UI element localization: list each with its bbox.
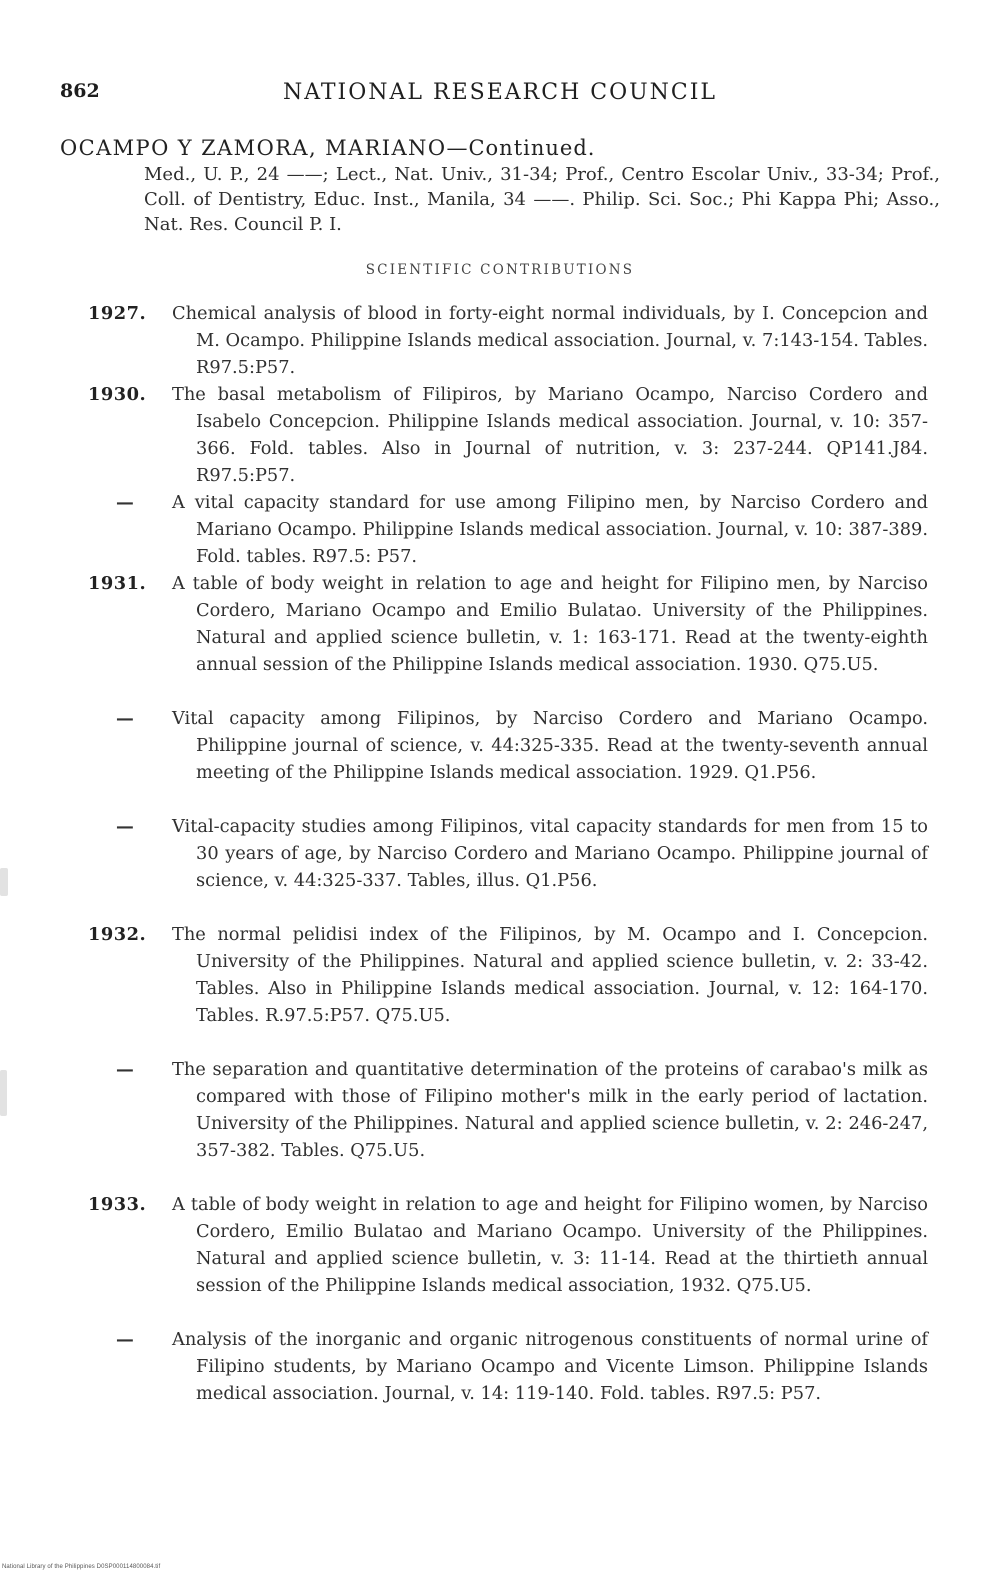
page-number: 862	[60, 80, 100, 102]
entry-dash: —	[116, 816, 134, 837]
entry-year: 1933.	[88, 1194, 147, 1215]
entry-text: A table of body weight in relation to age and height for Filipino women, by Narciso Cordero, Emilio Bulatao and Mariano Ocampo. University of the Philippines. Natural and applied science bulletin, v. 3: 11-14. Read at the thirtieth annual session of the Philippine Islands medical association, 1932. Q75.U5.	[172, 1194, 928, 1296]
entry-text: A vital capacity standard for use among Filipino men, by Narciso Cordero and Mariano Ocampo. Philippine Islands medical association. Journal, v. 10: 387-389. Fold. tables. R97.5: P57.	[172, 492, 928, 567]
contribution-entry	[88, 1326, 928, 1434]
entry-text: Vital capacity among Filipinos, by Narciso Cordero and Mariano Ocampo. Philippine journal of science, v. 44:325-335. Read at the twenty-seventh annual meeting of the Philippine Islands medical association. 1929. Q1.P56.	[172, 708, 928, 783]
entry-dash: —	[116, 1059, 134, 1080]
contribution-entry	[88, 570, 928, 705]
scan-mark	[0, 1070, 7, 1116]
entry-text: The basal metabolism of Filipiros, by Mariano Ocampo, Narciso Cordero and Isabelo Concepcion. Philippine Islands medical association. Journal, v. 10: 357-366. Fold. tables. Also in Journal of nutrition, v. 3: 237-244. QP141.J84. R97.5:P57.	[172, 384, 928, 486]
continued-label: —Continued.	[446, 136, 596, 160]
contribution-entry	[88, 300, 928, 381]
contribution-entry	[88, 921, 928, 1056]
contribution-entry	[88, 705, 928, 813]
contribution-entry	[88, 1191, 928, 1326]
running-head: NATIONAL RESEARCH COUNCIL	[282, 80, 718, 105]
contribution-entry	[88, 813, 928, 921]
entry-text: The separation and quantitative determination of the proteins of carabao's milk as compared with those of Filipino mother's milk in the early period of lactation. University of the Philippines. Natural and applied science bulletin, v. 2: 246-247, 357-382. Tables. Q75.U5.	[172, 1059, 928, 1161]
contribution-entry	[88, 381, 928, 489]
entry-year: 1931.	[88, 573, 147, 594]
scan-credit: National Library of the Philippines D0SP000114800084.tif	[2, 1564, 161, 1570]
contribution-entry	[88, 1056, 928, 1191]
person-bio: Med., U. P., 24 ——; Lect., Nat. Univ., 31-34; Prof., Centro Escolar Univ., 33-34; Prof., Coll. of Dentistry, Educ. Inst., Manila, 34 ——. Philip. Sci. Soc.; Phi Kappa Phi; Asso., Nat. Res. Council P. I.	[144, 164, 940, 235]
entry-text: Vital-capacity studies among Filipinos, vital capacity standards for men from 15 to 30 years of age, by Narciso Cordero and Mariano Ocampo. Philippine journal of science, v. 44:325-337. Tables, illus. Q1.P56.	[172, 816, 928, 891]
entry-year: 1932.	[88, 924, 147, 945]
entry-dash: —	[116, 1329, 134, 1350]
person-name: OCAMPO Y ZAMORA, MARIANO	[60, 136, 447, 160]
section-heading: SCIENTIFIC CONTRIBUTIONS	[365, 262, 635, 278]
entry-text: A table of body weight in relation to age and height for Filipino men, by Narciso Cordero, Mariano Ocampo and Emilio Bulatao. University of the Philippines. Natural and applied science bulletin, v. 1: 163-171. Read at the twenty-eighth annual session of the Philippine Islands medical association. 1930. Q75.U5.	[172, 573, 928, 675]
person-heading	[60, 134, 940, 162]
entry-dash: —	[116, 708, 134, 729]
entry-year: 1930.	[88, 384, 147, 405]
entry-year: 1927.	[88, 303, 147, 324]
page-header	[60, 80, 940, 114]
entry-text: Chemical analysis of blood in forty-eight normal individuals, by I. Concepcion and M. Ocampo. Philippine Islands medical association. Journal, v. 7:143-154. Tables. R97.5:P57.	[172, 303, 928, 378]
entry-text: The normal pelidisi index of the Filipinos, by M. Ocampo and I. Concepcion. University of the Philippines. Natural and applied science bulletin, v. 2: 33-42. Tables. Also in Philippine Islands medical association. Journal, v. 12: 164-170. Tables. R.97.5:P57. Q75.U5.	[172, 924, 928, 1026]
scan-mark	[0, 868, 8, 896]
contribution-entry	[88, 489, 928, 570]
person-entry	[60, 134, 940, 237]
entry-text: Analysis of the inorganic and organic nitrogenous constituents of normal urine of Filipino students, by Mariano Ocampo and Vicente Limson. Philippine Islands medical association. Journal, v. 14: 119-140. Fold. tables. R97.5: P57.	[172, 1329, 928, 1404]
entry-dash: —	[116, 492, 134, 513]
contributions-list	[88, 300, 928, 1434]
